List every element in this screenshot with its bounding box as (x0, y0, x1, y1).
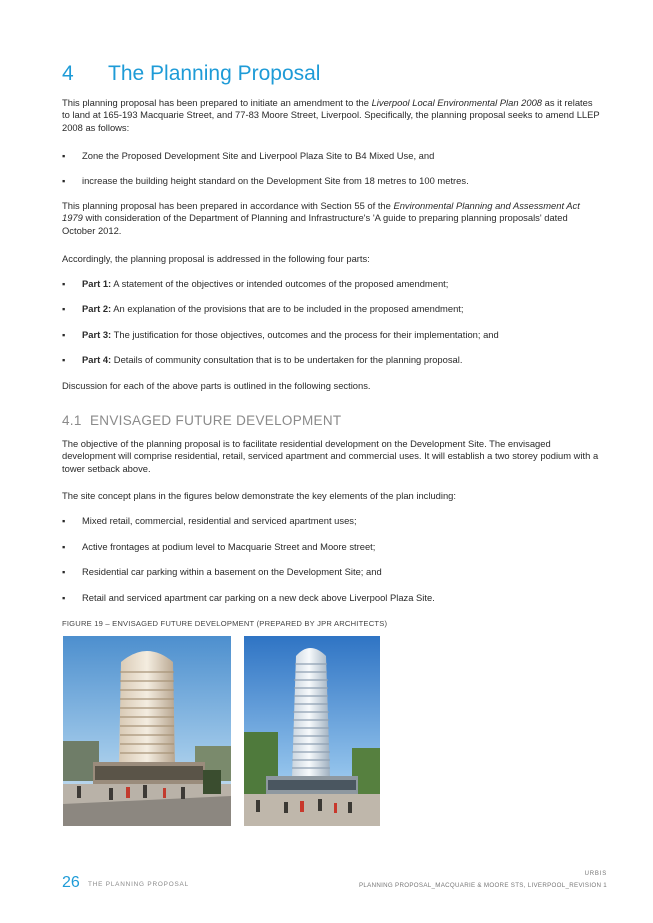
bullet-icon: ▪ (62, 515, 66, 526)
section55-paragraph: This planning proposal has been prepared in accordance with Section 55 of the Environmental Planning and Assessment Act 1979 with consideration of the Department of Planning and Infrastructure's 'A guide to preparing planning proposals' dated October 2012. (62, 200, 580, 236)
footer-brand: URBIS (584, 871, 607, 877)
heading-number: 4 (62, 62, 74, 85)
parts-intro: Accordingly, the planning proposal is addressed in the following four parts: (62, 253, 370, 264)
bullet-icon: ▪ (62, 278, 66, 289)
bullet-icon: ▪ (62, 354, 66, 365)
bullet-icon: ▪ (62, 541, 66, 552)
footer-section-title: THE PLANNING PROPOSAL (88, 881, 189, 888)
document-page: 4 The Planning Proposal This planning proposal has been prepared to initiate an amendment to the Liverpool Local Environmental Plan 2008 as it relates to land at 165-193 Macquarie Street, and 77-83 Moore Street, Liverpool. Specifically, the planning proposal seeks to amend LLEP 2008 as follows: ▪ Zone the Proposed Development Site and Liverpool Plaza Site to B4 Mixed Use, and ▪ increase the building height standard on the Development Site from 18 metres to 100 metres. This planning proposal has been prepared in accordance with Section 55 of the Environmental Planning and Assessment Act 1979 with consideration of the Department of Planning and Infrastructure's 'A guide to preparing planning proposals' dated October 2012. Accordingly, the planning proposal is addressed in the following four parts: ▪ Part 1: A statement of the objectives or intended outcomes of the proposed amendment; ▪ Part 2: An explanation of the provisions that are to be included in the proposed amendment; ▪ Part 3: The justification for those objectives, outcomes and the process for their implementation; and ▪ Part 4: Details of community consultation that is to be undertaken for the planning proposal. Discussion for each of the above parts is outlined in the following sections. 4.1 ENVISAGED FUTURE DEVELOPMENT The objective of the planning proposal is to facilitate residential development on the Development Site. The envisaged development will comprise residential, retail, serviced apartment and commercial uses. It will establish a two storey podium with a tower setback above. The site concept plans in the figures below demonstrate the key elements of the plan including: ▪ Mixed retail, commercial, residential and serviced apartment uses; ▪ Active frontages at podium level to Macquarie Street and Moore street; ▪ Residential car parking within a basement on the Development Site; and ▪ Retail and serviced apartment car parking on a new deck above Liverpool Plaza Site. FIGURE 19 – ENVISAGED FUTURE DEVELOPMENT (PREPARED BY JPR ARCHITECTS) 26 THE PLANNING PROPOSAL URBIS PLANNING PROPOSAL_MACQUARIE & MOORE STS, LIVERPOOL_REVISION 1 (62, 62, 607, 891)
tower-render-graphic-2 (244, 636, 380, 826)
page-number: 26 (62, 874, 80, 891)
tower-render-graphic-1 (63, 636, 231, 826)
bullet-icon: ▪ (62, 329, 66, 340)
section-title: ENVISAGED FUTURE DEVELOPMENT (90, 413, 342, 428)
footer-document-title: PLANNING PROPOSAL_MACQUARIE & MOORE STS, LIVERPOOL_REVISION 1 (359, 882, 607, 889)
section-paragraph: The site concept plans in the figures below demonstrate the key elements of the plan including: (62, 490, 456, 501)
bullet-icon: ▪ (62, 592, 66, 603)
bullet-icon: ▪ (62, 175, 66, 186)
page-heading (62, 62, 320, 86)
section-heading (62, 413, 341, 428)
bullet-icon: ▪ (62, 303, 66, 314)
bullet-icon: ▪ (62, 150, 66, 161)
intro-paragraph: This planning proposal has been prepared to initiate an amendment to the Liverpool Local Environmental Plan 2008 as it relates to land at 165-193 Macquarie Street, and 77-83 Moore Street, Liverpool. Specifically, the planning proposal seeks to amend LLEP 2008 as follows: (62, 97, 600, 133)
discussion-text: Discussion for each of the above parts is outlined in the following sections. (62, 380, 371, 391)
tower-render-image-2 (244, 636, 380, 826)
bullet-icon: ▪ (62, 566, 66, 577)
tower-render-image-1 (63, 636, 231, 826)
section-number: 4.1 (62, 413, 82, 428)
section-paragraph: The objective of the planning proposal is to facilitate residential development on the Development Site. The envisaged development will comprise residential, retail, serviced apartment and commercial uses. It will establish a two storey podium with a tower setback above. (62, 438, 599, 474)
heading-title: The Planning Proposal (108, 62, 321, 85)
figure-caption: FIGURE 19 – ENVISAGED FUTURE DEVELOPMENT (PREPARED BY JPR ARCHITECTS) (62, 619, 388, 628)
